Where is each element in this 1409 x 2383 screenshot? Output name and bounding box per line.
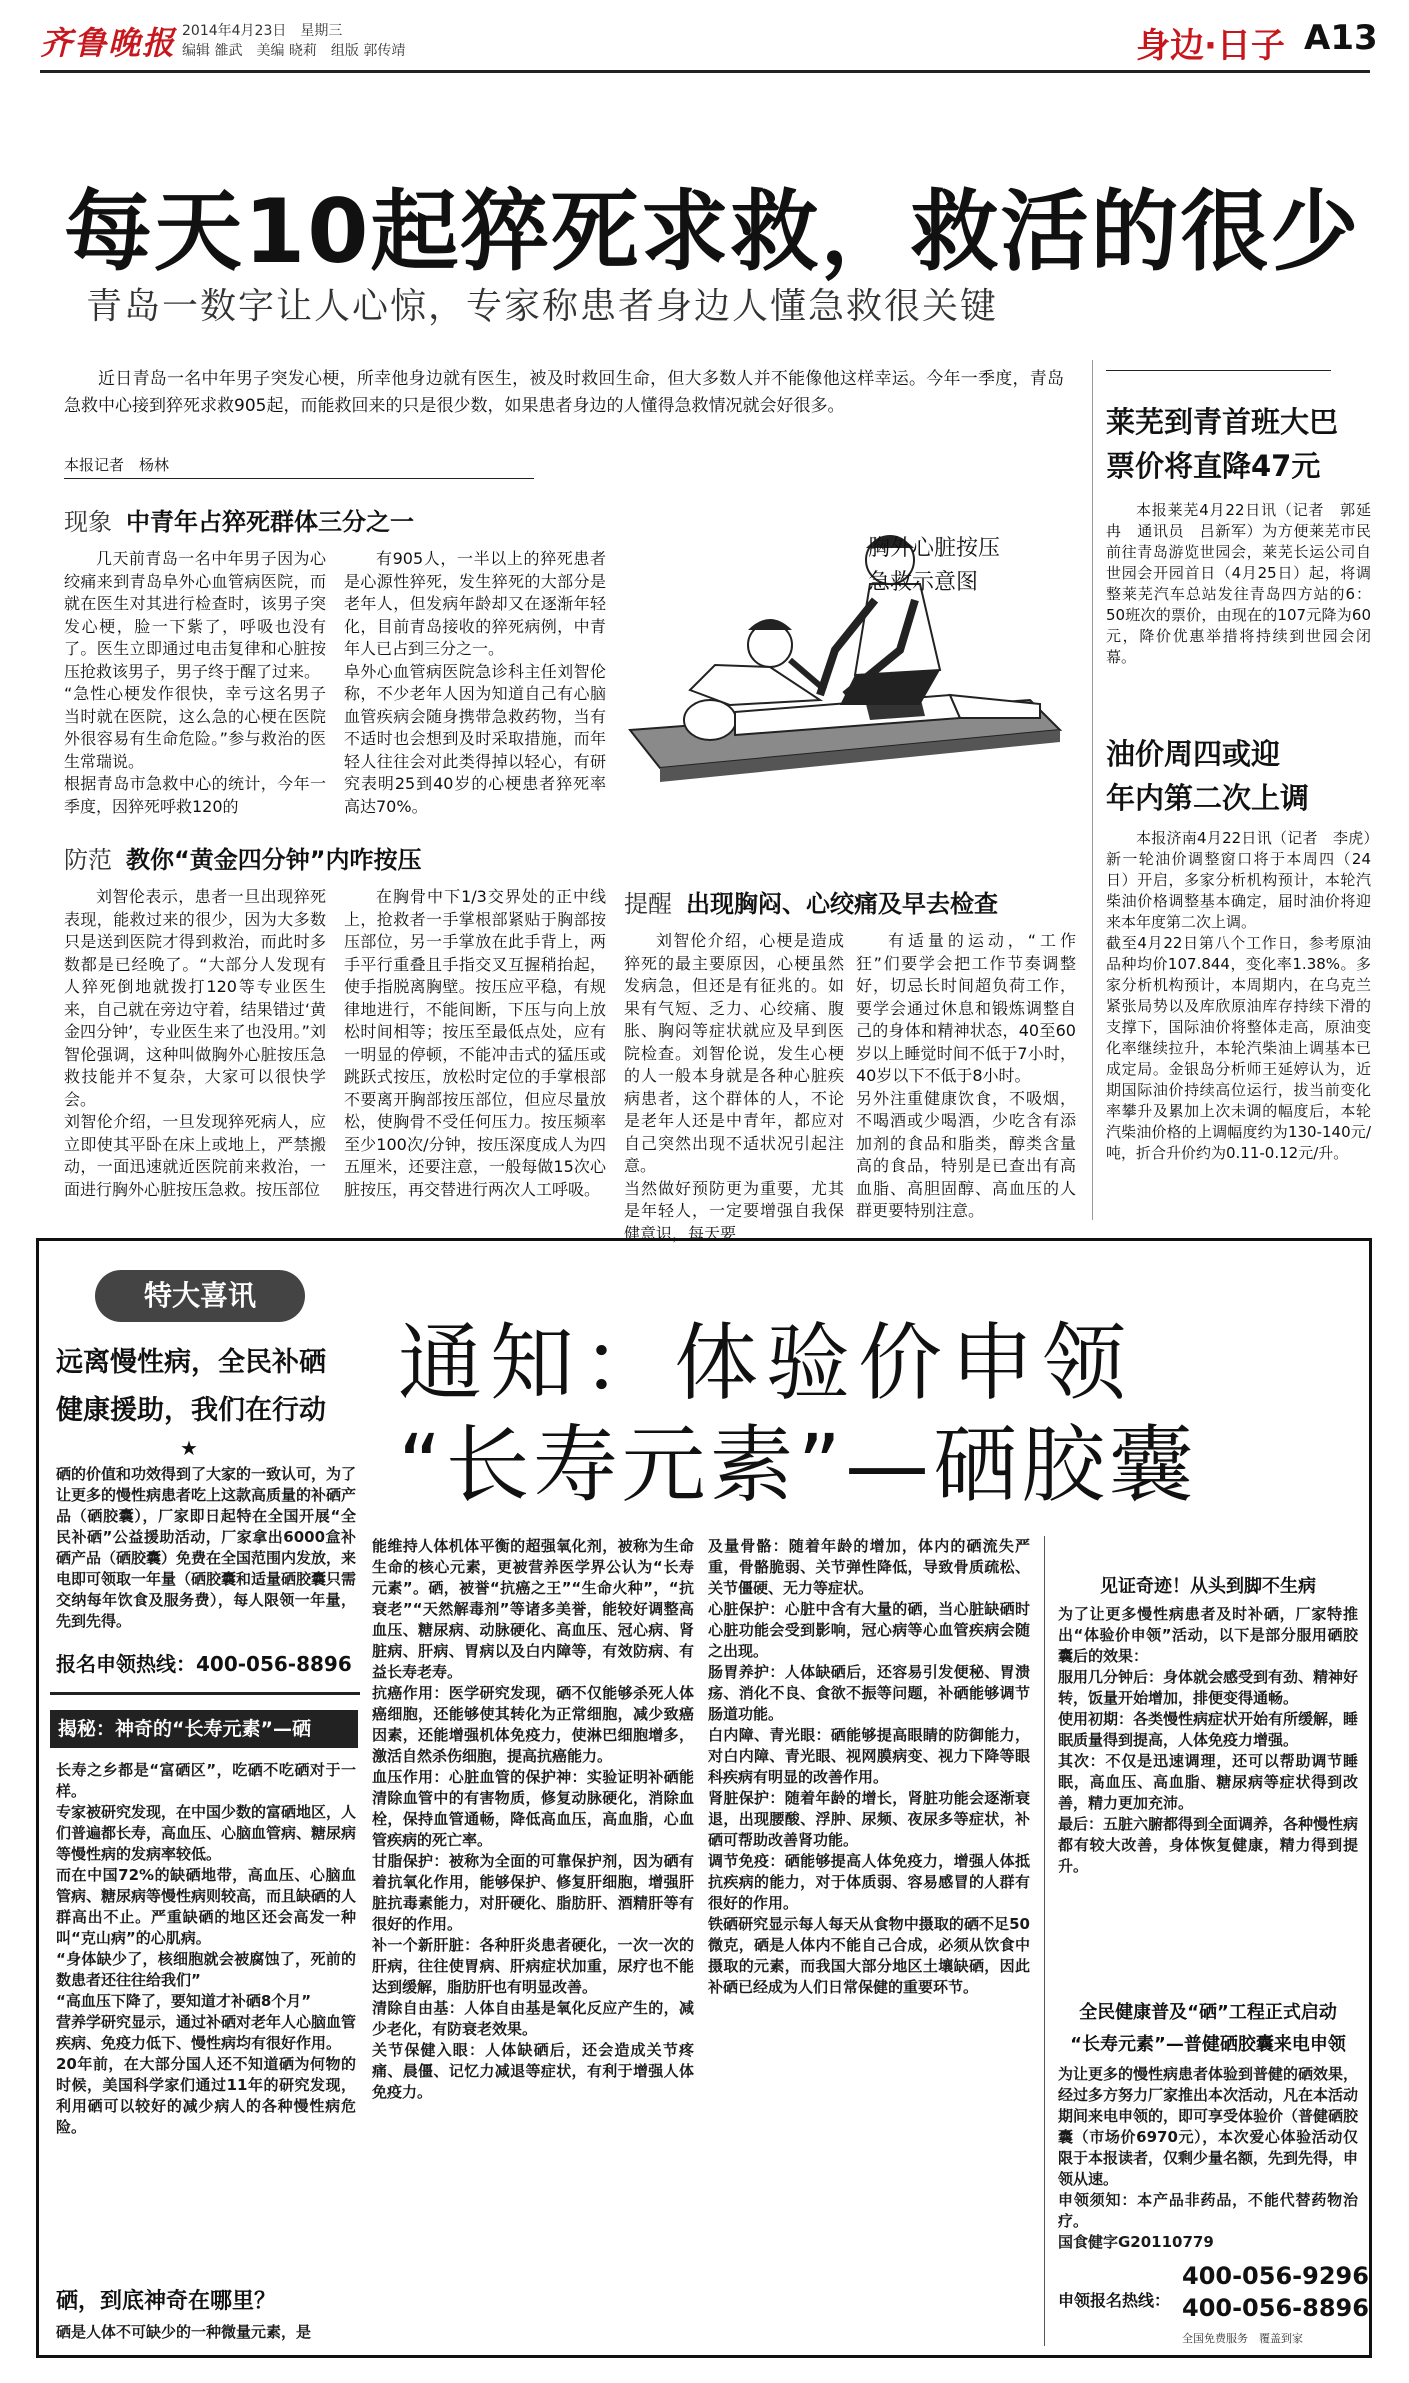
section3-column1: 刘智伦介绍，心梗是造成猝死的最主要原因，心梗虽然发病急，但还是有征兆的。如果有气短、乏力、心绞痛、腹胀、胸闷等症状就应及早到医院检查。刘智伦说，发生心梗的人一般本身就是各种心脏疾病患者，这个群体的人，不论是老年人还是中青年，都应对自己突然出现不适状况引起注意。 当然做好预防更为重要，尤其是年轻人，一定要增强自我保健意识，每天要 [624,931,844,1243]
ad-reveal-body: 长寿之乡都是“富硒区”，吃硒不吃硒对于一样。 专家被研究发现，在中国少数的富硒地区，人们普遍都长寿，高血压、心脑血管病、糖尿病等慢性病的发病率较低。 而在中国72%的缺硒地带，高血压、心脑血管病、糖尿病等慢性病则较高，而且缺硒的人群高出不止。严重缺硒的地区还会高发一种叫“克山病”的心肌病。 “身体缺少了，核细胞就会被腐蚀了，死前的数患者还往往给我们” “高血压下降了，要知道才补硒8个月” 营养学研究显示，通过补硒对老年人心脑血管疾病、免疫力低下、慢性病均有很好作用。 20年前，在大部分国人还不知道硒为何物的时候，美国科学家们通过11年的研究发现，利用硒可以较好的减少病人的各种慢性病危险。 [56,1761,357,2136]
section2-tag: 防范 [64,846,112,874]
ad-col4-title: 见证奇迹！从头到脚不生病 [1100,1576,1316,1597]
section1-column1: 几天前青岛一名中年男子因为心绞痛来到青岛阜外心血管病医院，而就在医生对其进行检查时，该男子突发心梗，脸一下紫了，呼吸也没有了。医生立即通过电击复律和心脏按压抢救该男子，男子终于醒了过来。 “急性心梗发作很快，幸亏这名男子当时就在医院，这么急的心梗在医院外很容易有生命危险。”参与救治的医生常瑞说。 根据青岛市急救中心的统计，今年一季度，因猝死呼救120的 [64,549,326,816]
ad-col4-title2: 全民健康普及“硒”工程正式启动 [1079,2002,1337,2023]
headline: 每天10起猝死求救，救活的很少 [64,180,1361,283]
sidebar-story1-title: 莱芜到青首班大巴 票价将直降47元 [1106,405,1339,483]
ad-col4-divider [1044,1536,1045,2346]
paper-logo: 齐鲁晚报 [40,24,177,62]
masthead-rule [40,70,1370,73]
section2-title: 教你“黄金四分钟”内咋按压 [126,846,422,874]
ad-intro: 硒的价值和功效得到了大家的一致认可，为了让更多的慢性病患者吃上这款高质量的补硒产品（硒胶囊），厂家即日起特在全国开展“全民补硒”公益援助活动，厂家拿出6000盒补硒产品（硒胶囊）免费在全国范围内发放，来电即可领取一年量（硒胶囊和适量硒胶囊只需交纳每年饮食及服务费），每人限领一年量，先到先得。 [56,1465,357,1630]
section2-heading [64,840,422,875]
ad-slogan1: 远离慢性病，全民补硒 [56,1347,326,1378]
star-icon: ★ [180,1436,198,1460]
ad-where-title: 硒，到底神奇在哪里？ [56,2289,277,2314]
ad-badge: 特大喜讯 [95,1270,305,1322]
sidebar-story1-body: 本报莱芜4月22日讯（记者 郭延冉 通讯员 吕新军）为方便莱芜市民前往青岛游览世园会，莱芜长运公司自世园会开园首日（4月25日）起，将调整莱芜汽车总站发往青岛四方站的6：50班次的票价，由现在的107元降为60元，降价优惠举措将持续到世园会闭幕。 [1106,501,1371,666]
illustration-caption: 胸外心脏按压 急救示意图 [868,536,1001,595]
ad-reveal-title: 揭秘：神奇的“长寿元素”—硒 [50,1710,358,1748]
ad-column4-part2: 为让更多的慢性病患者体验到普健的硒效果，经过多方努力厂家推出本次活动，凡在本活动期间来电申领的，即可享受体验价（普健硒胶囊（市场价6970元），本次爱心体验活动仅限于本报读者，仅剩少量名额，先到先得，申领从速。 申领须知：本产品非药品，不能代替药物治疗。 国食健字G20110779 [1058,2065,1359,2251]
section3-heading [624,884,998,919]
ad-apply-phone1: 400-056-9296 [1182,2262,1369,2290]
section3-title: 出现胸闷、心绞痛及早去检查 [686,890,998,918]
section3-tag: 提醒 [624,890,672,918]
ad-column4: 为了让更多慢性病患者及时补硒，厂家特推出“体验价申领”活动，以下是部分服用硒胶囊后的效果： 服用几分钟后：身体就会感受到有劲、精神好转，饭量开始增加，排便变得通畅。 使用初期：各类慢性病症状开始有所缓解，睡眠质量得到提高，人体免疫力增强。 其次：不仅是迅速调理，还可以帮助调节睡眠，高血压、高血脂、糖尿病等症状得到改善，精力更加充沛。 最后：五脏六腑都得到全面调养，各种慢性病都有较大改善，身体恢复健康，精力得到提升。 [1058,1605,1359,1875]
section3-column2: 有适量的运动，“工作狂”们要学会把工作节奏调整好，切忌长时间超负荷工作，要学会通过休息和锻炼调整自己的身体和精神状态，40至60岁以上睡觉时间不低于7小时，40岁以下不低于8小时。 另外注重健康饮食，不吸烟，不喝酒或少喝酒，少吃含有添加剂的食品和脂类，醇类含量高的食品，特别是已查出有高血脂、高胆固醇、高血压的人群更要特别注意。 [856,931,1076,1220]
byline-rule [64,478,534,479]
ad-slogan2: 健康援助，我们在行动 [56,1395,326,1426]
section1-title: 中青年占猝死群体三分之一 [126,508,414,536]
ad-hotline [56,1648,352,1677]
section2-column2: 在胸骨中下1/3交界处的正中线上，抢救者一手掌根部紧贴于胸部按压部位，另一手掌放在此手背上，两手平行重叠且手指交叉互握稍抬起，使手指脱离胸壁。按压应平稳，有规律地进行，不能间断，下压与向上放松时间相等；按压至最低点处，应有一明显的停顿，不能冲击式的猛压或跳跃式按压，放松时定位的手掌根部不要离开胸部按压部位，但应尽量放松，使胸骨不受任何压力。按压频率至少100次/分钟，按压深度成人为四五厘米，还要注意，一般每做15次心脏按压，再交替进行两次人工呼吸。 [344,887,606,1199]
ad-column2: 能维持人体机体平衡的超强氧化剂，被称为生命生命的核心元素，更被营养医学界公认为“长寿元素”。硒，被誉“抗癌之王”“生命火种”，“抗衰老”“天然解毒剂”等诸多美誉，能较好调整高血压、糖尿病、动脉硬化、高血压、冠心病、肾脏病、肝病、胃病以及白内障等，有效防病、有益长寿老寿。 抗癌作用：医学研究发现，硒不仅能够杀死人体癌细胞，还能够使其转化为正常细胞，减少致癌因素，还能增强机体免疫力，使淋巴细胞增多，激活自然杀伤细胞，提高抗癌能力。 血压作用：心脏血管的保护神：实验证明补硒能清除血管中的有害物质，修复动脉硬化，消除血栓，保持血管通畅，降低高血压，高血脂，心血管疾病的死亡率。 甘脂保护：被称为全面的可靠保护剂，因为硒有着抗氧化作用，能够保护、修复肝细胞，增强肝脏抗毒素能力，对肝硬化、脂肪肝、酒精肝等有很好的作用。 补一个新肝脏：各种肝炎患者硬化，一次一次的肝病，往往使胃病、肝病症状加重，尿疗也不能达到缓解，脂肪肝也有明显改善。 清除自由基：人体自由基是氧化反应产生的，减少老化，有防衰老效果。 关节保健入眼：人体缺硒后，还会造成关节疼痛、晨僵、记忆力减退等症状，有利于增强人体免疫力。 [372,1537,694,2101]
editor-credits: 编辑 雒武 美编 晓莉 组版 郭传靖 [182,43,406,59]
section2-column1: 刘智伦表示，患者一旦出现猝死表现，能救过来的很少，因为大多数只是送到医院才得到救治，而此时多数都是已经晚了。“大部分人发现有人猝死倒地就拨打120等专业医生来，自己就在旁边守着，结果错过‘黄金四分钟’，专业医生来了也没用。”刘智伦强调，这种叫做胸外心脏按压急救技能并不复杂，大家可以很快学会。 刘智伦介绍，一旦发现猝死病人，应立即使其平卧在床上或地上，严禁搬动，一面迅速就近医院前来救治，一面进行胸外心脏按压急救。按压部位 [64,887,326,1199]
section-name: 身边·日子 [1136,26,1285,66]
ad-column3: 及量骨骼：随着年龄的增加，体内的硒流失严重，骨骼脆弱、关节弹性降低，导致骨质疏松、关节僵硬、无力等症状。 心脏保护：心脏中含有大量的硒，当心脏缺硒时心脏功能会受到影响，冠心病等心血管疾病会随之出现。 肠胃养护：人体缺硒后，还容易引发便秘、胃溃疡、消化不良、食欲不振等问题，补硒能够调节肠道功能。 白内障、青光眼：硒能够提高眼睛的防御能力，对白内障、青光眼、视网膜病变、视力下降等眼科疾病有明显的改善作用。 肾脏保护：随着年龄的增长，肾脏功能会逐渐衰退，出现腰酸、浮肿、尿频、夜尿多等症状，补硒可帮助改善肾功能。 调节免疫：硒能够提高人体免疫力，增强人体抵抗疾病的能力，对于体质弱、容易感冒的人群有很好的作用。 铁硒研究显示每人每天从食物中摄取的硒不足50微克，硒是人体内不能自己合成，必须从饮食中摄取的元素，而我国大部分地区土壤缺硒，因此补硒已经成为人们日常保健的重要环节。 [708,1537,1030,1996]
column-divider [1092,360,1093,1220]
sidebar-rule [1106,370,1331,371]
ad-where-body: 硒是人体不可缺少的一种微量元素，是 [56,2323,312,2341]
subheadline: 青岛一数字让人心惊，专家称患者身边人懂急救很关键 [86,286,999,327]
ad-apply-label: 申领报名热线： [1058,2291,1171,2310]
section1-column2: 有905人，一半以上的猝死患者是心源性猝死，发生猝死的大部分是老年人，但发病年龄却又在逐渐年轻化，目前青岛接收的猝死病例，中青年人已占到三分之一。 阜外心血管病医院急诊科主任刘智伦称，不少老年人因为知道自己有心脑血管疾病会随身携带急救药物，当有不适时也会想到及时采取措施，而年轻人往往会对此类得掉以轻心，有研究表明25到40岁的心梗患者猝死率高达70%。 [344,549,606,816]
issue-date: 2014年4月23日 星期三 [182,23,343,39]
section1-heading [64,502,414,537]
byline: 本报记者 杨林 [64,456,170,474]
ad-headline2: “长寿元素”—硒胶囊 [398,1416,1198,1514]
ad-col4-title3: “长寿元素”—普健硒胶囊来电申领 [1070,2034,1346,2055]
page-number: A13 [1304,18,1378,58]
ad-apply-phone2: 400-056-8896 [1182,2294,1369,2322]
ad-hotline-label: 报名申领热线： [56,1652,196,1676]
ad-footer-small: 全国免费服务 覆盖到家 [1182,2332,1303,2345]
ad-hotline-number: 400-056-8896 [196,1652,352,1676]
sidebar-story2-title: 油价周四或迎 年内第二次上调 [1106,737,1310,815]
sidebar-story2-body: 本报济南4月22日讯（记者 李虎）新一轮油价调整窗口将于本周四（24日）开启，多家分析机构预计，本轮汽柴油价格调整基本确定，届时油价将迎来本年度第二次上调。 截至4月22日第八个工作日，参考原油品种均价107.844，变化率1.38%。多家分析机构预计，本周期内，在乌克兰紧张局势以及库欣原油库存持续下滑的支撑下，国际油价将整体走高，原油变化率继续拉升，本轮汽柴油上调基本已成定局。金银岛分析师王延婷认为，近期国际油价持续高位运行，拔当前变化率攀升及累加上次未调的幅度后，本轮汽柴油价格的上调幅度约为130-140元/吨，折合升价约为0.11-0.12元/升。 [1106,829,1371,1162]
ad-headline1: 通知：体验价申领 [398,1314,1135,1412]
section1-tag: 现象 [64,508,112,536]
lead-paragraph: 近日青岛一名中年男子突发心梗，所幸他身边就有医生，被及时救回生命，但大多数人并不能像他这样幸运。今年一季度，青岛急救中心接到猝死求救905起，而能救回来的只是很少数，如果患者身边的人懂得急救情况就会好很多。 [64,369,1064,416]
cpr-drawing [620,490,1070,790]
ad-left-divider [50,1692,360,1695]
cpr-illustration [620,490,1070,790]
